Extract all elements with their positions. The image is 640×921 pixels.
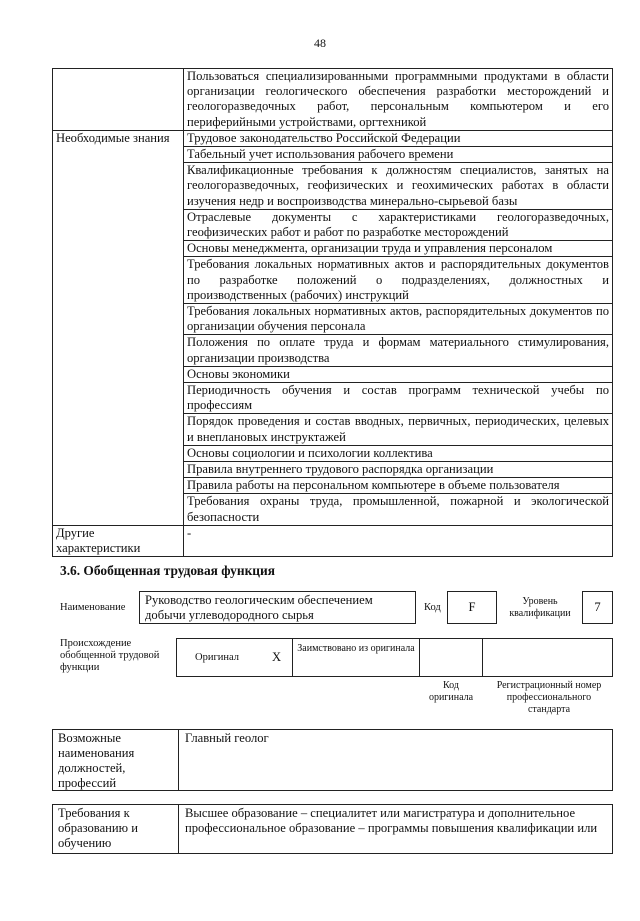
origin-divider-2 [419, 638, 420, 677]
origin-divider-3 [482, 638, 483, 677]
level-value: 7 [582, 591, 613, 624]
knowledge-table [52, 68, 613, 557]
row-value: Табельный учет использования рабочего времени [184, 147, 613, 163]
borrowed-label: Заимствовано из оригинала [297, 643, 415, 654]
level-label: Уровень квалификации [509, 596, 571, 619]
row-label: Необходимые знания [53, 130, 184, 525]
row-value: Периодичность обучения и состав программ технической учебы по профессиям [184, 383, 613, 414]
original-label: Оригинал [195, 652, 239, 663]
page-number: 48 [314, 36, 326, 50]
table-row [53, 525, 613, 556]
origin-divider-1 [292, 638, 293, 677]
name-value: Руководство геологическим обеспечением добычи углеводородного сырья [139, 591, 416, 624]
row-value: Требования локальных нормативных актов, распорядительных документов по организации обучения персонала [184, 304, 613, 335]
row-value: Квалификационные требования к должностям специалистов, занятых на геологоразведочных, геофизических и геохимических работах в области изучения недр и воспроизводства минерально-сырьевой базы [184, 163, 613, 210]
table-row [53, 69, 613, 131]
row-value: Правила внутреннего трудового распорядка организации [184, 462, 613, 478]
positions-divider [178, 729, 179, 791]
education-value: Высшее образование – специалитет или магистратура и дополнительное профессиональное образование – программы повышения квалификации или [185, 806, 598, 835]
section-title: 3.6. Обобщенная трудовая функция [60, 563, 275, 578]
row-label: Другие характеристики [53, 525, 184, 556]
row-value: Положения по оплате труда и формам материального стимулирования, организации производства [184, 335, 613, 366]
row-value: Основы социологии и психологии коллектива [184, 445, 613, 461]
origin-label: Происхождение обобщенной трудовой функции [60, 638, 160, 673]
row-value: Пользоваться специализированными программными продуктами в области организации геологического обеспечения разработки месторождений и геологоразведочных работ, персональным компьютером и его периферийными устройствами, оргтехникой [184, 69, 613, 131]
row-value: Требования локальных нормативных актов и распорядительных документов по разработке положений о подразделениях, должностных и производственных (рабочих) инструкций [184, 257, 613, 304]
original-mark: X [272, 650, 282, 664]
reg-caption: Регистрационный номер профессионального стандарта [496, 680, 602, 715]
code-label: Код [424, 602, 441, 613]
row-value: - [184, 525, 613, 556]
row-value: Основы экономики [184, 366, 613, 382]
code-caption: Код оригинала [428, 680, 474, 703]
row-value: Основы менеджмента, организации труда и управления персоналом [184, 241, 613, 257]
education-divider [178, 804, 179, 854]
positions-value: Главный геолог [185, 731, 269, 745]
row-value: Трудовое законодательство Российской Федерации [184, 130, 613, 146]
row-value: Порядок проведения и состав вводных, первичных, периодических, целевых и внеплановых инструктажей [184, 414, 613, 445]
row-value: Требования охраны труда, промышленной, пожарной и экологической безопасности [184, 494, 613, 525]
education-label: Требования к образованию и обучению [58, 806, 138, 850]
positions-label: Возможные наименования должностей, профессий [58, 731, 135, 790]
row-value: Отраслевые документы с характеристиками геологоразведочных, геофизических работ и работ по разработке месторождений [184, 209, 613, 240]
row-label [53, 69, 184, 131]
row-value: Правила работы на персональном компьютере в объеме пользователя [184, 478, 613, 494]
table-row [53, 130, 613, 146]
name-label: Наименование [60, 602, 126, 613]
code-value: F [447, 591, 497, 624]
